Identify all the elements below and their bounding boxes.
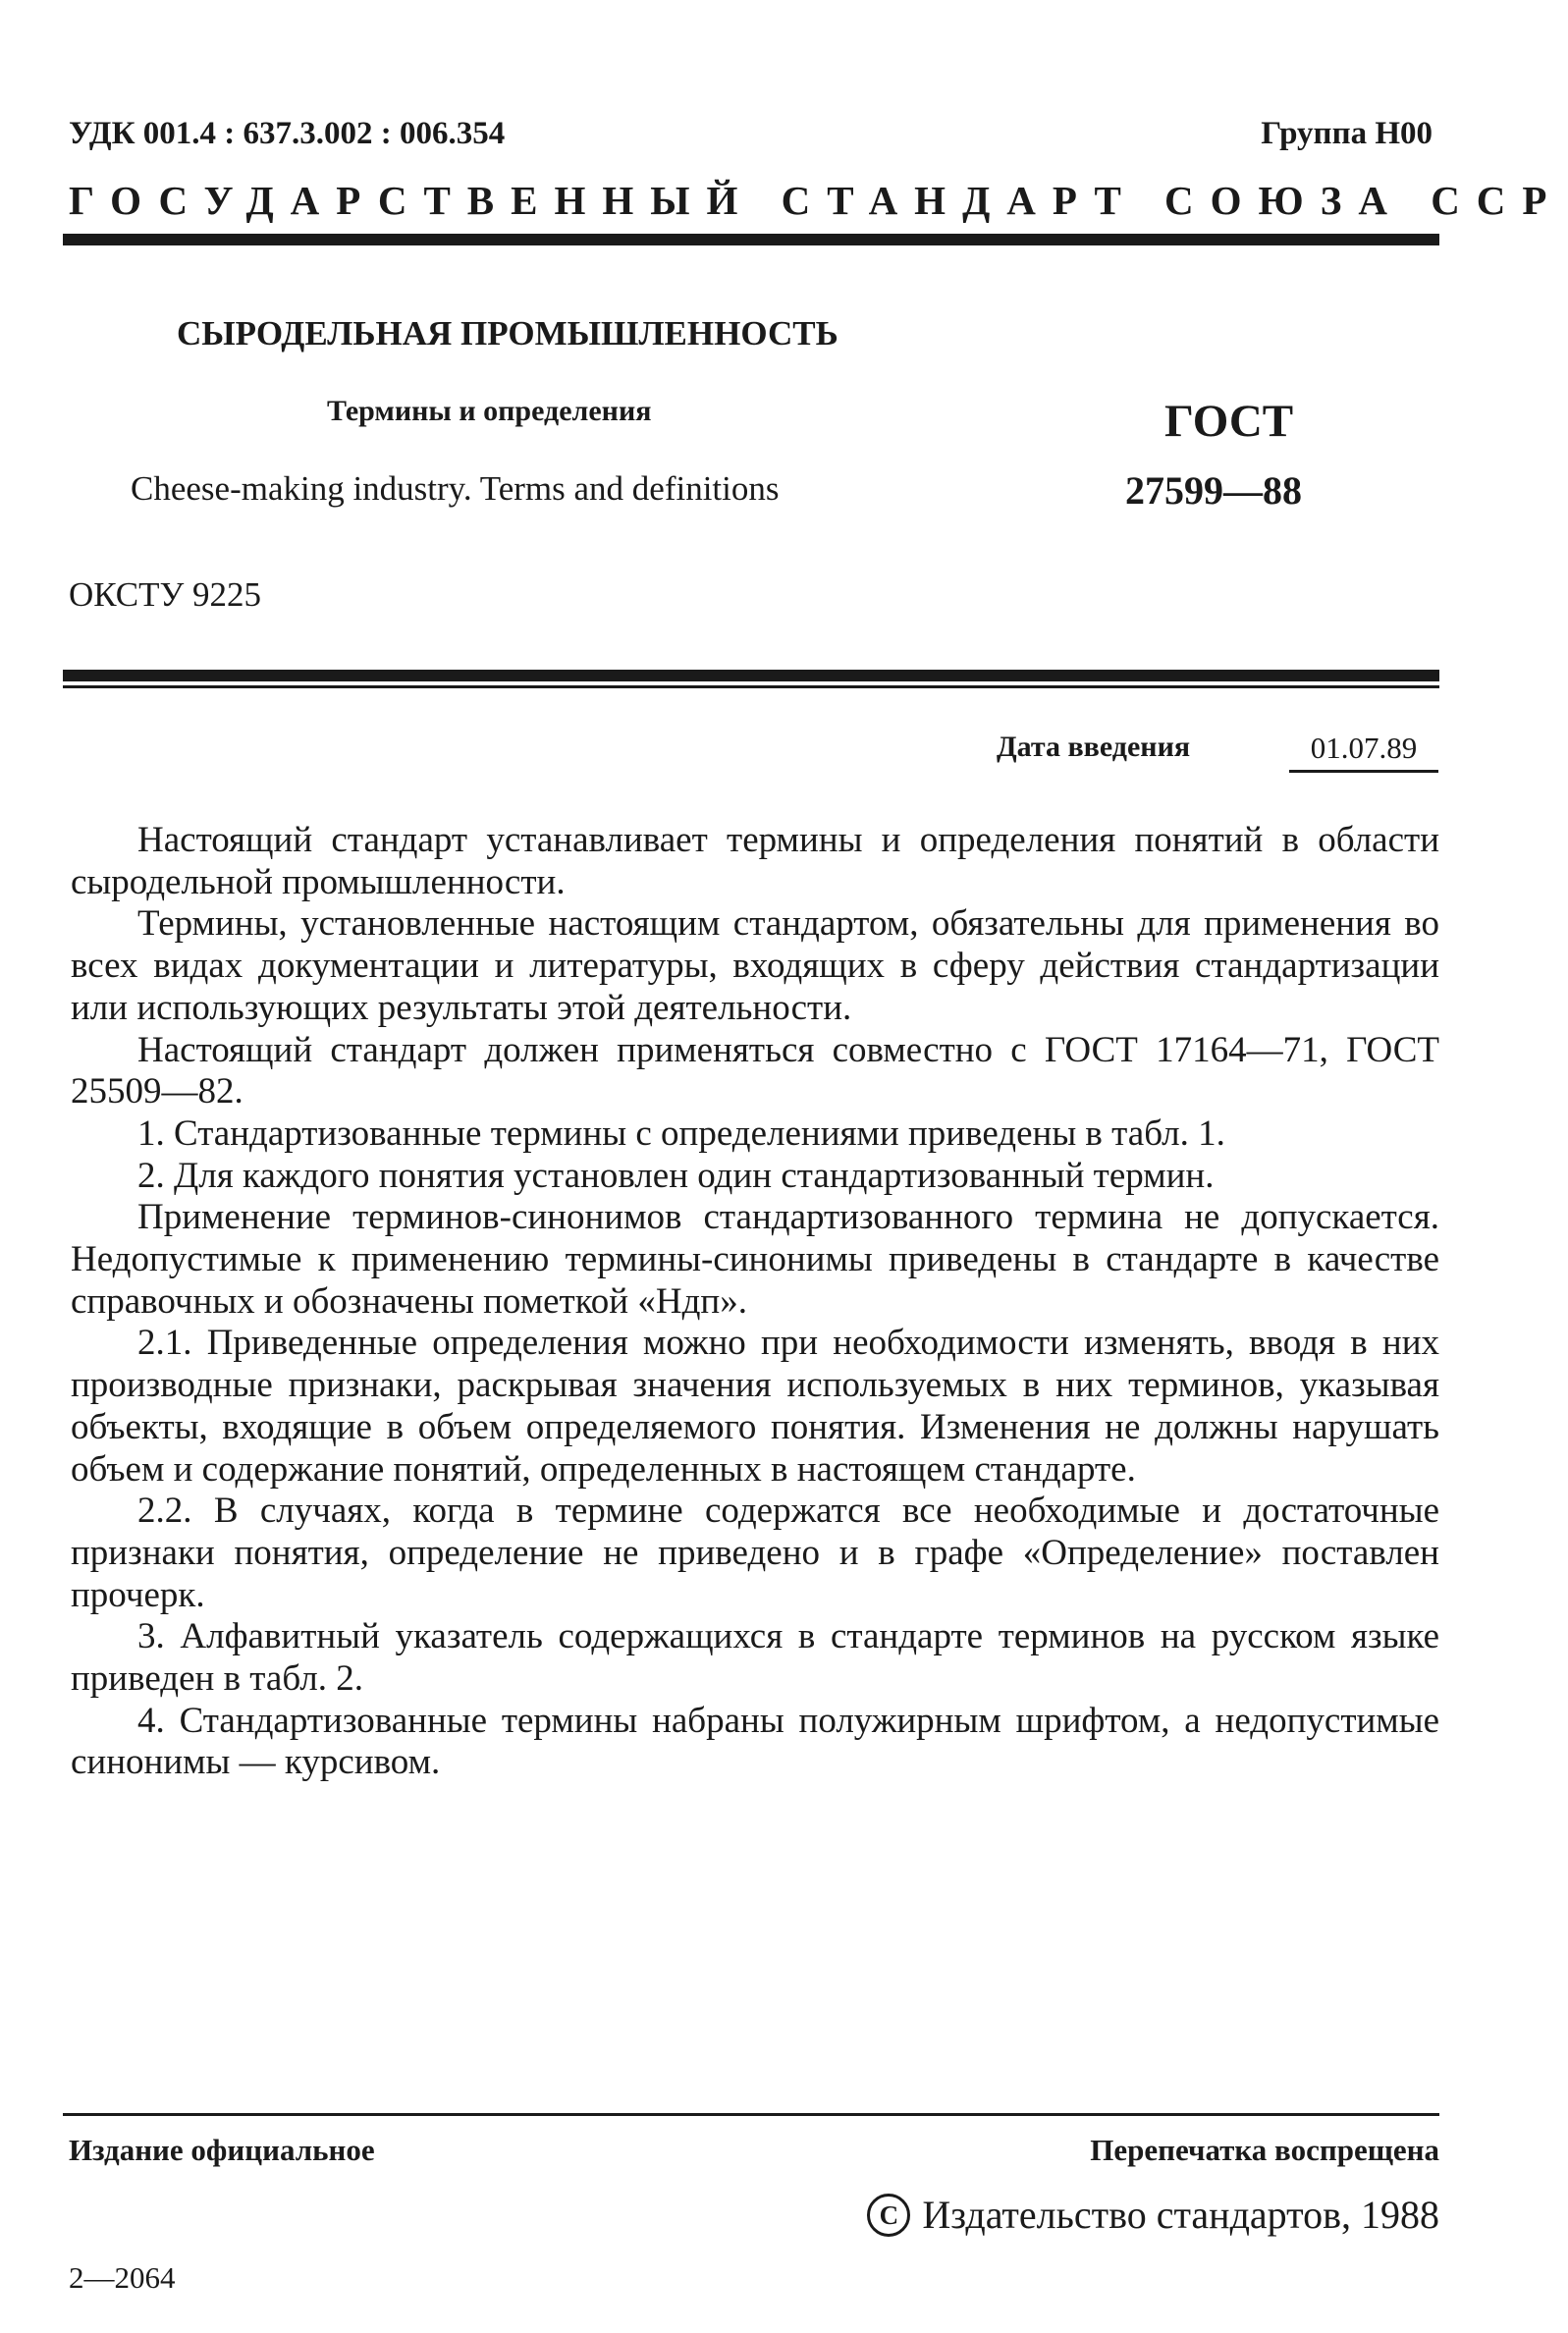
print-code: 2—2064	[69, 2260, 176, 2295]
english-title: Cheese-making industry. Terms and definitions	[131, 469, 780, 508]
document-subtitle: Термины и определения	[327, 395, 652, 427]
title-divider-thin	[63, 685, 1439, 688]
udk-code: УДК 001.4 : 637.3.002 : 006.354	[69, 116, 506, 151]
header-divider	[63, 234, 1439, 245]
document-title: СЫРОДЕЛЬНАЯ ПРОМЫШЛЕННОСТЬ	[177, 314, 838, 353]
intro-date-label: Дата введения	[997, 731, 1191, 763]
copyright-icon: С	[867, 2194, 910, 2237]
state-standard-title: ГОСУДАРСТВЕННЫЙ СТАНДАРТ СОЮЗА ССР	[69, 178, 1564, 223]
paragraph: Термины, установленные настоящим стандартом, обязательны для применения во всех видах документации и литературы, входящих в сферу действия стандартизации или использующих результаты этой деятельности.	[71, 903, 1439, 1028]
intro-date-value: 01.07.89	[1289, 731, 1438, 773]
paragraph: 3. Алфавитный указатель содержащихся в стандарте терминов на русском языке приведен в табл. 2.	[71, 1616, 1439, 1700]
paragraph: Применение терминов-синонимов стандартизованного термина не допускается. Недопустимые к применению термины-синонимы приведены в стандарте в качестве справочных и обозначены пометкой «Ндп».	[71, 1197, 1439, 1322]
paragraph: 4. Стандартизованные термины набраны полужирным шрифтом, а недопустимые синонимы — курсивом.	[71, 1700, 1439, 1783]
paragraph: 2. Для каждого понятия установлен один стандартизованный термин.	[137, 1155, 1215, 1196]
okstu-code: ОКСТУ 9225	[69, 575, 262, 614]
footer-divider	[63, 2113, 1439, 2116]
gost-label: ГОСТ	[1164, 396, 1294, 447]
publisher: Издательство стандартов, 1988	[922, 2193, 1439, 2237]
copyright-line	[867, 2192, 1439, 2238]
paragraph: 2.1. Приведенные определения можно при необходимости изменять, вводя в них производные признаки, раскрывая значения используемых в них терминов, указывая объекты, входящие в объем определяемого понятия. Изменения не должны нарушать объем и содержание понятий, определенных в настоящем стандарте.	[71, 1323, 1439, 1490]
edition-label: Издание официальное	[69, 2133, 375, 2167]
paragraph: Настоящий стандарт должен применяться совместно с ГОСТ 17164—71, ГОСТ 25509—82.	[71, 1029, 1439, 1112]
paragraph: 1. Стандартизованные термины с определениями приведены в табл. 1.	[137, 1112, 1225, 1154]
gost-number: 27599—88	[1125, 468, 1302, 513]
reprint-notice: Перепечатка воспрещена	[1090, 2133, 1439, 2167]
group-code: Группа Н00	[1261, 116, 1433, 151]
paragraph: Настоящий стандарт устанавливает термины и определения понятий в области сыродельной промышленности.	[71, 820, 1439, 902]
document-body	[71, 820, 1439, 1784]
title-divider-thick	[63, 670, 1439, 681]
paragraph: 2.2. В случаях, когда в термине содержатся все необходимые и достаточные признаки понятия, определение не приведено и в графе «Определение» поставлен прочерк.	[71, 1491, 1439, 1615]
